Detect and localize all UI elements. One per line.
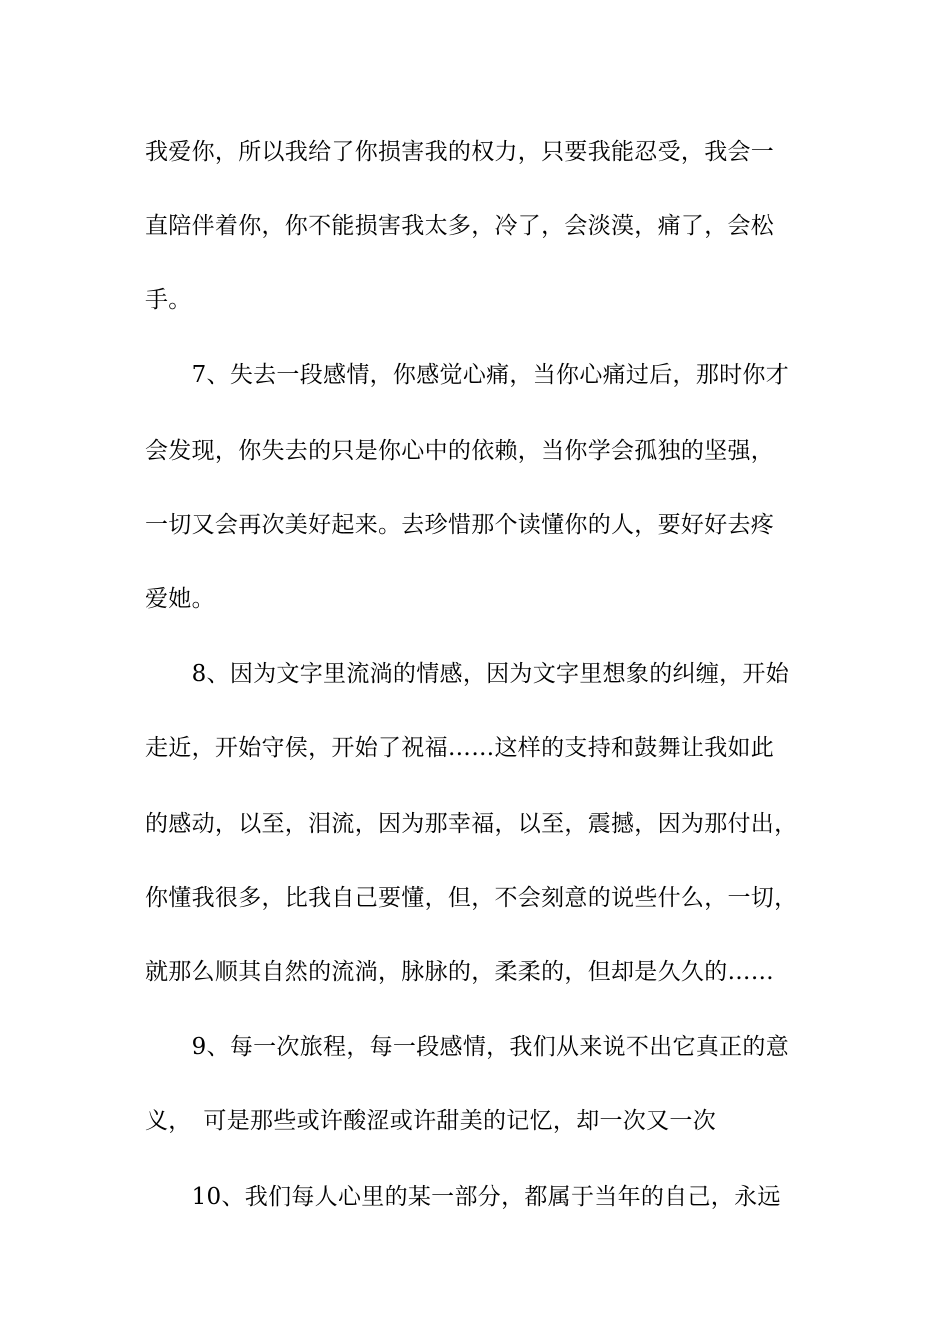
text-line: 爱她。: [145, 586, 215, 612]
text-line: 走近，开始守侯，开始了祝福……这样的支持和鼓舞让我如此: [145, 735, 775, 761]
text-line: 的感动，以至，泪流，因为那幸福，以至，震撼，因为那付出，: [145, 811, 798, 837]
text-line: 你懂我很多，比我自己要懂，但，不会刻意的说些什么，一切，: [145, 885, 798, 911]
text-line: 8、因为文字里流淌的情感，因为文字里想象的纠缠，开始: [145, 661, 790, 687]
text-line: 9、每一次旅程，每一段感情，我们从来说不出它真正的意: [145, 1034, 790, 1060]
text-line: 我爱你，所以我给了你损害我的权力，只要我能忍受，我会一: [145, 139, 775, 165]
text-line: 会发现，你失去的只是你心中的依赖，当你学会孤独的坚强，: [145, 438, 775, 464]
text-line: 义， 可是那些或许酸涩或许甜美的记忆，却一次又一次: [145, 1108, 716, 1134]
text-line: 10、我们每人心里的某一部分，都属于当年的自己，永远: [145, 1184, 781, 1210]
text-line: 直陪伴着你，你不能损害我太多，冷了，会淡漠，痛了，会松: [145, 213, 775, 239]
text-line: 手。: [145, 287, 192, 313]
text-line: 7、失去一段感情，你感觉心痛，当你心痛过后，那时你才: [145, 362, 790, 388]
text-line: 一切又会再次美好起来。去珍惜那个读懂你的人，要好好去疼: [145, 512, 775, 538]
text-line: 就那么顺其自然的流淌，脉脉的，柔柔的，但却是久久的……: [145, 959, 775, 985]
